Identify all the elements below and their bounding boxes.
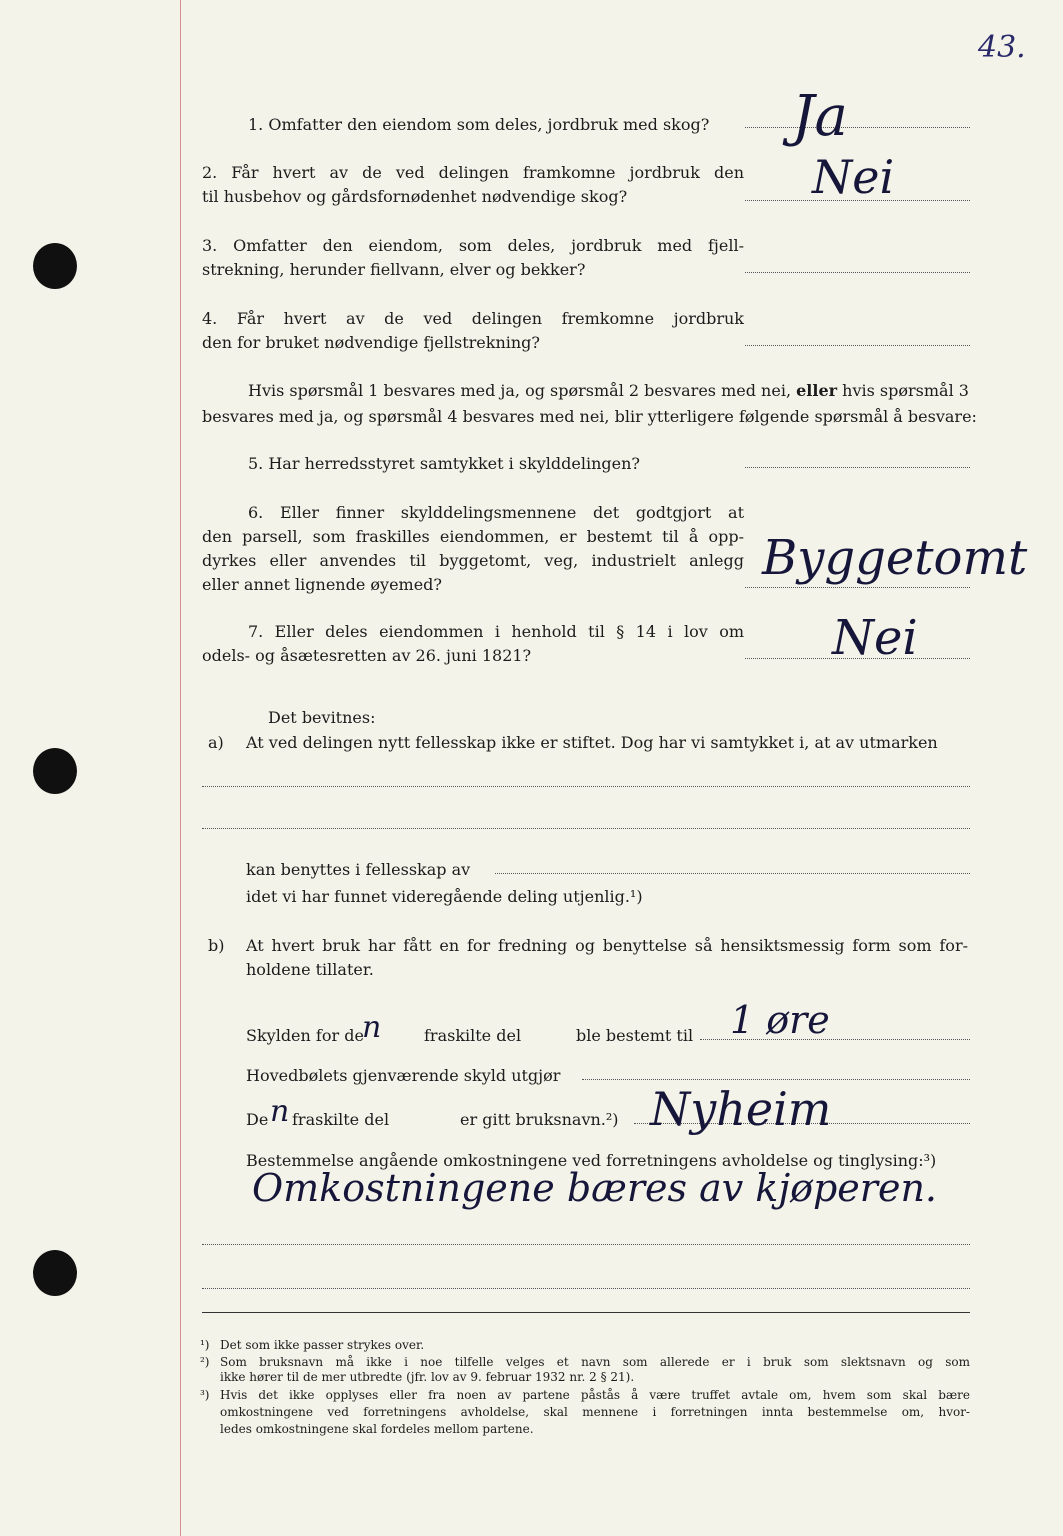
hovedbol-label: Hovedbølets gjenværende skyld utgjør	[246, 1066, 561, 1085]
question-6-line-3: dyrkes eller anvendes til byggetomt, veg, industrielt anlegg	[202, 551, 744, 570]
footnote-text: Hvis det ikke opplyses eller fra noen av partene påstås å være truffet avtale om, hvem som skal bære	[220, 1388, 970, 1402]
footnote-text: ikke hører til de mer utbredte (jfr. lov av 9. februar 1932 nr. 2 § 21).	[220, 1370, 635, 1384]
footnote-text: Det som ikke passer strykes over.	[220, 1338, 425, 1352]
hovedbol-fill-line	[582, 1079, 970, 1080]
attestation-b-line-1: At hvert bruk har fått en for fredning og benyttelse så hensiktsmessig form som for-	[246, 936, 968, 955]
attestation-b-label: b)	[208, 936, 225, 955]
handwritten-de-suffix: n	[362, 1010, 382, 1045]
bruksnavn-label-c: er gitt bruksnavn.²)	[460, 1110, 619, 1129]
answer-line-6	[745, 587, 970, 588]
bruksnavn-label-a: De	[246, 1110, 269, 1129]
question-6-line-2: den parsell, som fraskilles eiendommen, er bestemt til å opp-	[202, 527, 744, 546]
fill-line	[202, 1288, 970, 1289]
fill-line	[202, 786, 970, 787]
footnote-mark: ²)	[200, 1355, 210, 1369]
utjenlig-text: idet vi har funnet videregående deling utjenlig.¹)	[246, 887, 643, 906]
condition-line-2: besvares med ja, og spørsmål 4 besvares med nei, blir ytterligere følgende spørsmål å besvare:	[202, 407, 977, 426]
attestation-b-line-2: holdene tillater.	[246, 960, 374, 979]
answer-line-5	[745, 467, 970, 468]
handwritten-omkostninger: Omkostningene bæres av kjøperen.	[252, 1166, 938, 1210]
condition-text-a: Hvis spørsmål 1 besvares med ja, og spørsmål 2 besvares med nei,	[248, 381, 792, 400]
question-6-line-1: 6. Eller finner skylddelingsmennene det godtgjort at	[248, 503, 744, 522]
handwritten-de-suffix-2: n	[270, 1094, 290, 1129]
condition-text-bold: eller	[796, 381, 838, 400]
handwritten-answer-1: Ja	[792, 84, 848, 149]
page-number: 43.	[978, 30, 1026, 65]
handwritten-answer-6: Byggetomt	[762, 530, 1028, 586]
answer-line-3	[745, 272, 970, 273]
question-3-line-2: strekning, herunder fiellvann, elver og bekker?	[202, 260, 586, 279]
condition-text-c: hvis spørsmål 3	[842, 381, 969, 400]
question-3-line-1: 3. Omfatter den eiendom, som deles, jordbruk med fjell-	[202, 236, 744, 255]
punch-hole	[33, 243, 77, 289]
omkostninger-label: Bestemmelse angående omkostningene ved forretningens avholdelse og tinglysing:³)	[246, 1151, 937, 1170]
handwritten-answer-7: Nei	[832, 610, 918, 666]
handwritten-bruksnavn: Nyheim	[650, 1082, 832, 1136]
question-7-line-1: 7. Eller deles eiendommen i henhold til § 14 i lov om	[248, 622, 744, 641]
skyld-label-a: Skylden for de	[246, 1026, 364, 1045]
answer-line-1	[745, 127, 970, 128]
question-4-line-1: 4. Får hvert av de ved delingen fremkomne jordbruk	[202, 309, 744, 328]
footnote-text: omkostningene ved forretningens avholdelse, skal mennene i forretningen innta bestemmelse om, hvor-	[220, 1405, 970, 1419]
fellesskap-label: kan benyttes i fellesskap av	[246, 860, 471, 879]
punch-hole	[33, 1250, 77, 1296]
condition-line-1	[248, 379, 969, 403]
question-1: 1. Omfatter den eiendom som deles, jordbruk med skog?	[248, 115, 710, 134]
question-4-line-2: den for bruket nødvendige fjellstrekning?	[202, 333, 540, 352]
attestation-a-label: a)	[208, 733, 224, 752]
handwritten-skyld-value: 1 øre	[730, 998, 830, 1042]
footnote-mark: ¹)	[200, 1338, 210, 1352]
question-2-line-2: til husbehov og gårdsfornødenhet nødvendige skog?	[202, 187, 628, 206]
attestation-a-text: At ved delingen nytt fellesskap ikke er stiftet. Dog har vi samtykket i, at av utmarken	[246, 733, 938, 752]
fill-line	[202, 828, 970, 829]
question-6-line-4: eller annet lignende øyemed?	[202, 575, 442, 594]
answer-line-4	[745, 345, 970, 346]
footnote-mark: ³)	[200, 1388, 210, 1402]
fellesskap-fill-line	[495, 873, 970, 874]
question-7-line-2: odels- og åsætesretten av 26. juni 1821?	[202, 646, 532, 665]
handwritten-answer-2: Nei	[812, 150, 895, 204]
question-5: 5. Har herredsstyret samtykket i skylddelingen?	[248, 454, 640, 473]
question-2-line-1: 2. Får hvert av de ved delingen framkomne jordbruk den	[202, 163, 744, 182]
punch-hole	[33, 748, 77, 794]
fill-line	[202, 1244, 970, 1245]
skyld-label-b: fraskilte del	[424, 1026, 522, 1045]
red-margin-line	[180, 0, 181, 1536]
footnote-text: ledes omkostningene skal fordeles mellom partene.	[220, 1422, 534, 1436]
footnote-separator	[202, 1312, 970, 1313]
footnote-text: Som bruksnavn må ikke i noe tilfelle velges et navn som allerede er i bruk som slektsnavn og som	[220, 1355, 970, 1369]
attestation-heading: Det bevitnes:	[268, 708, 376, 727]
bruksnavn-label-b: fraskilte del	[292, 1110, 390, 1129]
skyld-label-c: ble bestemt til	[576, 1026, 694, 1045]
